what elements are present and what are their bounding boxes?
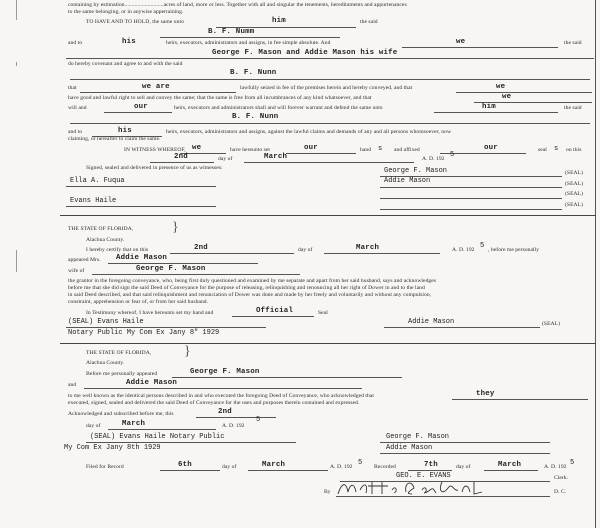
we-3: we — [502, 93, 512, 101]
hereunto-set: have hereunto set — [230, 147, 270, 153]
ack2-year: 5 — [256, 416, 261, 424]
will-and: will and — [68, 105, 87, 111]
heirs-text: heirs, executors, administrators and assigns, in fee simple absolute. And — [166, 40, 331, 46]
ack2-they: they — [476, 390, 495, 398]
seal-1: (SEAL) — [565, 170, 584, 176]
divider-2 — [60, 343, 596, 344]
ack2-and: and — [68, 382, 77, 388]
grantee-2: B. F. Nunn — [230, 69, 277, 77]
ack1-husband: George F. Mason — [136, 265, 206, 273]
margin-mark — [16, 62, 17, 66]
ack1-para-1: the grantor in the foregoing conveyance, who, being first duly questioned and examined by me separate and apart from her said husband, says and acknowledges — [68, 278, 437, 284]
seal-2: (SEAL) — [565, 181, 584, 187]
seal-3: (SEAL) — [565, 191, 584, 197]
by-label: By — [324, 489, 331, 495]
ack1-para-4: constraint, apprehension or fear of, or from her said husband. — [68, 299, 209, 305]
ack1-brace: } — [172, 220, 179, 235]
clerk-name: GEO. E. EVANS — [396, 472, 451, 480]
margin-mark — [16, 250, 17, 272]
ack1-para-3: in said Deed described, and that said relinquishment and renunciation of Dower was done and made by her freely and voluntarily and without any compulsion, — [68, 292, 432, 298]
ack1-month: March — [356, 244, 380, 252]
ack1-appeared-name: Addie Mason — [116, 254, 167, 262]
our-2: our — [304, 144, 318, 152]
ack1-before-me: , before me personally — [488, 247, 540, 253]
ack1-year: 5 — [480, 242, 485, 250]
witness-2: Evans Haile — [70, 197, 117, 205]
signer-2: Addie Mason — [384, 177, 431, 185]
ack2-notary-1: (SEAL) Evans Haile Notary Public — [90, 433, 225, 441]
deed-year: 5 — [450, 151, 455, 159]
deed-month: March — [264, 153, 288, 161]
recorded-month: March — [498, 461, 522, 469]
ack2-before-me: Before me personally appeared — [86, 371, 158, 377]
ack2-known: to me well known as the identical persons described in and who executed the foregoing Deed of Conveyance, who acknowledged that — [68, 393, 374, 399]
deed-line-1: containing by estimation...........................acres of land, more or less. Together with all and singular the tenements, hereditaments and appurtenances — [68, 2, 407, 8]
the-said: the said — [360, 19, 378, 25]
deed-day-of: day of — [218, 156, 233, 162]
signer-1: George F. Mason — [384, 167, 448, 175]
and-to: and to — [68, 40, 83, 46]
ack1-seal: (SEAL) — [542, 321, 561, 327]
signed-sealed: Signed, sealed and delivered in presence of us as witnesses: — [86, 165, 223, 171]
filed-year: 5 — [358, 459, 363, 467]
seal-s: seal — [538, 147, 547, 153]
on-this: on this — [566, 147, 582, 153]
filed-day-of: day of — [222, 464, 237, 470]
and-to-2: and to — [68, 129, 83, 135]
ack2-day: 2nd — [218, 408, 232, 416]
ack2-notary-2: My Com Ex Jany 8th 1929 — [64, 444, 161, 452]
lawful-claims: heirs, executors, administrators and assigns, against the lawful claims and demands of any and all persons whomsoever, now — [166, 129, 452, 135]
ack2-state: THE STATE OF FLORIDA, — [86, 350, 152, 356]
dc-label: D. C. — [554, 489, 567, 495]
warrant-text: heirs, executors and administrators shall and will forever warrant and defend the same unto — [174, 105, 383, 111]
that: that — [68, 85, 77, 91]
recorded-day-of: day of — [456, 464, 471, 470]
recorded-label: Recorded — [374, 464, 396, 470]
filed-month: March — [262, 461, 286, 469]
ack2-ad: A. D. 192 — [222, 423, 245, 429]
filed-ad: A. D. 192 — [330, 464, 353, 470]
ack2-executed: executed, signed, sealed and delivered the said Deed of Conveyance for the uses and purposes therein contained and expressed. — [68, 400, 360, 406]
we-1: we — [456, 38, 466, 46]
grantee-3: B. F. Nunn — [232, 113, 279, 121]
seal-4: (SEAL) — [565, 202, 584, 208]
ack1-ad: A. D. 192 — [452, 247, 475, 253]
deed-line-2: to the same belonging, or in anywise appertaining. — [68, 9, 184, 15]
recorded-day: 7th — [424, 461, 438, 469]
good-right: have good and lawful right to sell and convey the same; that the same is free from all incumbrances of any kind whatsoever, and that — [68, 95, 372, 101]
the-said-2: the said — [564, 40, 582, 46]
ack2-day-of: day of — [86, 423, 101, 429]
claiming: claiming, or hereafter to claim the same. — [68, 136, 161, 142]
ack1-state: THE STATE OF FLORIDA, — [68, 226, 134, 232]
him-2: him — [482, 103, 496, 111]
ack2-signer-2: Addie Mason — [386, 444, 433, 452]
ack2-month: March — [122, 420, 146, 428]
recorded-year: 5 — [570, 459, 575, 467]
ack1-notary-1: (SEAL) Evans Haile — [68, 318, 144, 326]
ack1-appeared: appeared Mrs. — [68, 257, 101, 263]
margin-mark — [16, 0, 17, 20]
we-are: we are — [142, 83, 170, 91]
ack1-testimony: In Testimony whereof, I have hereunto set my hand and — [86, 310, 214, 316]
habendum-name: him — [272, 17, 286, 25]
divider-1 — [60, 215, 596, 216]
the-said-3: the said — [564, 105, 582, 111]
recorded-ad: A. D. 192 — [544, 464, 567, 470]
hand-s: hand — [360, 147, 372, 153]
grantors: George F. Mason and Addie Mason his wife — [212, 49, 398, 57]
deed-ad: A. D. 192 — [422, 156, 445, 162]
ack1-wife-of: wife of — [68, 268, 85, 274]
witness-1: Ella A. Fuqua — [70, 177, 125, 185]
ack1-notary-2: Notary Public My Com Ex Jany 8" 1929 — [68, 329, 220, 337]
s-2: s — [554, 145, 559, 153]
ack2-brace: } — [184, 344, 191, 359]
ack1-signer: Addie Mason — [408, 318, 455, 326]
we-4: we — [192, 144, 202, 152]
ack1-official: Official — [256, 307, 294, 315]
his-1: his — [122, 38, 136, 46]
habendum-text: TO HAVE AND TO HOLD, the same unto — [86, 19, 184, 25]
ack2-county: Alachua County. — [86, 360, 125, 366]
covenant-text: do hereby covenant and agree to and with the said — [68, 61, 183, 67]
seized-text: lawfully seized in fee of the premises herein and hereby conveyed, and that — [240, 85, 413, 91]
his-2: his — [118, 127, 132, 135]
ack1-county: Alachua County. — [86, 237, 125, 243]
filed-label: Filed for Record — [86, 464, 124, 470]
ack2-subscribed: Acknowledged and subscribed before me, this — [68, 411, 174, 417]
ack2-name-2: Addie Mason — [126, 379, 177, 387]
ack1-para-2: before me that she did sign the said Deed of Conveyance for the purpose of releasing, relinquishing and renouncing all her right of Dower in and to the land — [68, 285, 425, 291]
ack1-certify: I hereby certify that on this — [86, 247, 149, 253]
grantee-name: B. F. Numm — [208, 28, 255, 36]
we-2: we — [496, 83, 506, 91]
our-3: our — [484, 144, 498, 152]
our-1: our — [134, 103, 148, 111]
clerk-label: Clerk. — [554, 475, 569, 481]
witness-whereof: IN WITNESS WHEREOF, — [124, 147, 186, 153]
ack1-day: 2nd — [194, 244, 208, 252]
filed-day: 6th — [178, 461, 192, 469]
ack1-day-of: day of — [298, 247, 313, 253]
right-border — [595, 0, 596, 528]
ack1-seal-word: Seal — [318, 310, 328, 316]
s-1: s — [378, 145, 383, 153]
ack2-name-1: George F. Mason — [190, 368, 260, 376]
ack2-signer-1: George F. Mason — [386, 433, 450, 441]
deed-day: 2nd — [174, 153, 188, 161]
and-affixed: and affixed — [394, 147, 420, 153]
